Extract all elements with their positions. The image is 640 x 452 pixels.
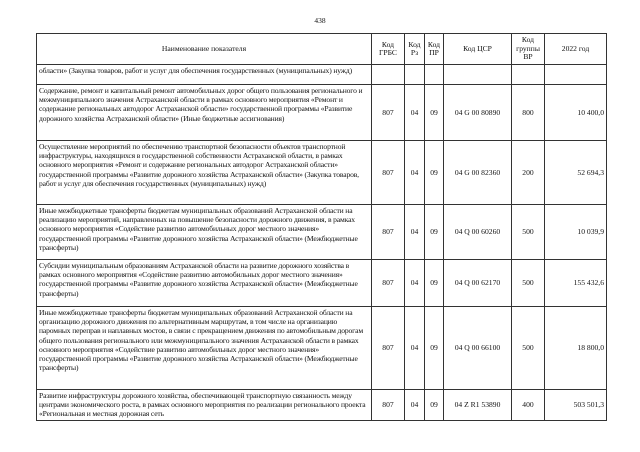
page-number: 438 xyxy=(314,16,326,25)
row-vr: 500 xyxy=(512,205,545,260)
row-vr: 500 xyxy=(512,307,545,390)
header-name: Наименование показателя xyxy=(37,34,372,65)
row-csr: 04 Z R1 53890 xyxy=(444,390,512,421)
row-name: Иные межбюджетные трансферты бюджетам муниципальных образований Астраханской области на реализацию мероприятий, направленных на повышение безопасности дорожного движения, в рамках основного мероприятия «Содействие развитию автомобильных дорог местного значения» государственной программы «Развитие дорожного хозяйства Астраханской области» (Межбюджетные трансферты) xyxy=(37,205,372,260)
budget-table xyxy=(36,33,607,421)
row-rz: 04 xyxy=(405,205,425,260)
row-csr: 04 G 00 82360 xyxy=(444,141,512,205)
row-rz xyxy=(405,65,425,85)
row-name: Развитие инфраструктуры дорожного хозяйства, обеспечивающей транспортную связанность между центрами экономического роста, в рамках основного мероприятия по реализации регионального проекта «Региональная и местная дорожная сеть xyxy=(37,390,372,421)
row-name: Содержание, ремонт и капитальный ремонт автомобильных дорог общего пользования регионального и межмуниципального значения Астраханской области в рамках основного мероприятия «Ремонт и содержание региональных автодорог Астраханской области» государственной программы «Развитие дорожного хозяйства Астраханской области» (Иные бюджетные ассигнования) xyxy=(37,85,372,141)
row-rz: 04 xyxy=(405,141,425,205)
row-vr: 200 xyxy=(512,141,545,205)
row-rz: 04 xyxy=(405,390,425,421)
row-grbs xyxy=(372,65,405,85)
row-grbs: 807 xyxy=(372,260,405,307)
row-csr: 04 G 00 80890 xyxy=(444,85,512,141)
row-grbs: 807 xyxy=(372,141,405,205)
row-pr: 09 xyxy=(425,85,444,141)
header-csr: Код ЦСР xyxy=(444,34,512,65)
header-vr: Код группы ВР xyxy=(512,34,545,65)
row-amount: 10 039,9 xyxy=(545,205,607,260)
row-csr: 04 Q 00 60260 xyxy=(444,205,512,260)
row-amount: 52 694,3 xyxy=(545,141,607,205)
table-row xyxy=(37,65,607,85)
row-amount: 155 432,6 xyxy=(545,260,607,307)
row-amount xyxy=(545,65,607,85)
row-vr: 800 xyxy=(512,85,545,141)
table-row xyxy=(37,85,607,141)
header-grbs: Код ГРБС xyxy=(372,34,405,65)
table-header-row xyxy=(37,34,607,65)
row-csr xyxy=(444,65,512,85)
row-amount: 503 501,3 xyxy=(545,390,607,421)
row-pr: 09 xyxy=(425,205,444,260)
row-rz: 04 xyxy=(405,85,425,141)
row-pr: 09 xyxy=(425,260,444,307)
table-row xyxy=(37,307,607,390)
row-csr: 04 Q 00 62170 xyxy=(444,260,512,307)
header-rz: Код Рз xyxy=(405,34,425,65)
row-rz: 04 xyxy=(405,307,425,390)
row-amount: 18 800,0 xyxy=(545,307,607,390)
row-amount: 10 400,0 xyxy=(545,85,607,141)
table-row xyxy=(37,205,607,260)
row-name: области» (Закупка товаров, работ и услуг для обеспечения государственных (муниципальных) нужд) xyxy=(37,65,372,85)
row-name: Иные межбюджетные трансферты бюджетам муниципальных образований Астраханской области на организацию дорожного движения по альтернативным маршрутам, в том числе на организацию паромных переправ и наплавных мостов, в связи с прекращением движения по автомобильным дорогам общего пользования регионального или межмуниципального значения Астраханской области в рамках основного мероприятия «Содействие развитию автомобильных дорог местного значения» государственной программы «Развитие дорожного хозяйства Астраханской области» (Межбюджетные трансферты) xyxy=(37,307,372,390)
row-pr: 09 xyxy=(425,390,444,421)
row-grbs: 807 xyxy=(372,205,405,260)
row-grbs: 807 xyxy=(372,307,405,390)
row-pr: 09 xyxy=(425,141,444,205)
row-csr: 04 Q 00 66100 xyxy=(444,307,512,390)
header-pr: Код ПР xyxy=(425,34,444,65)
table-row xyxy=(37,390,607,421)
row-name: Субсидии муниципальным образованиям Астраханской области на развитие дорожного хозяйства в рамках основного мероприятия «Содействие развитию автомобильных дорог местного значения» государственной программы «Развитие дорожного хозяйства Астраханской области» (Межбюджетные трансферты) xyxy=(37,260,372,307)
header-year: 2022 год xyxy=(545,34,607,65)
table-row xyxy=(37,141,607,205)
row-name: Осуществление мероприятий по обеспечению транспортной безопасности объектов транспортной инфраструктуры, находящихся в государственной собственности Астраханской области, в рамках основного мероприятия «Ремонт и содержание региональных автодорог Астраханской области» государственной программы «Развитие дорожного хозяйства Астраханской области» (Закупка товаров, работ и услуг для обеспечения государственных (муниципальных) нужд) xyxy=(37,141,372,205)
row-pr xyxy=(425,65,444,85)
row-vr xyxy=(512,65,545,85)
row-pr: 09 xyxy=(425,307,444,390)
table-row xyxy=(37,260,607,307)
row-vr: 400 xyxy=(512,390,545,421)
row-vr: 500 xyxy=(512,260,545,307)
row-grbs: 807 xyxy=(372,85,405,141)
row-rz: 04 xyxy=(405,260,425,307)
row-grbs: 807 xyxy=(372,390,405,421)
